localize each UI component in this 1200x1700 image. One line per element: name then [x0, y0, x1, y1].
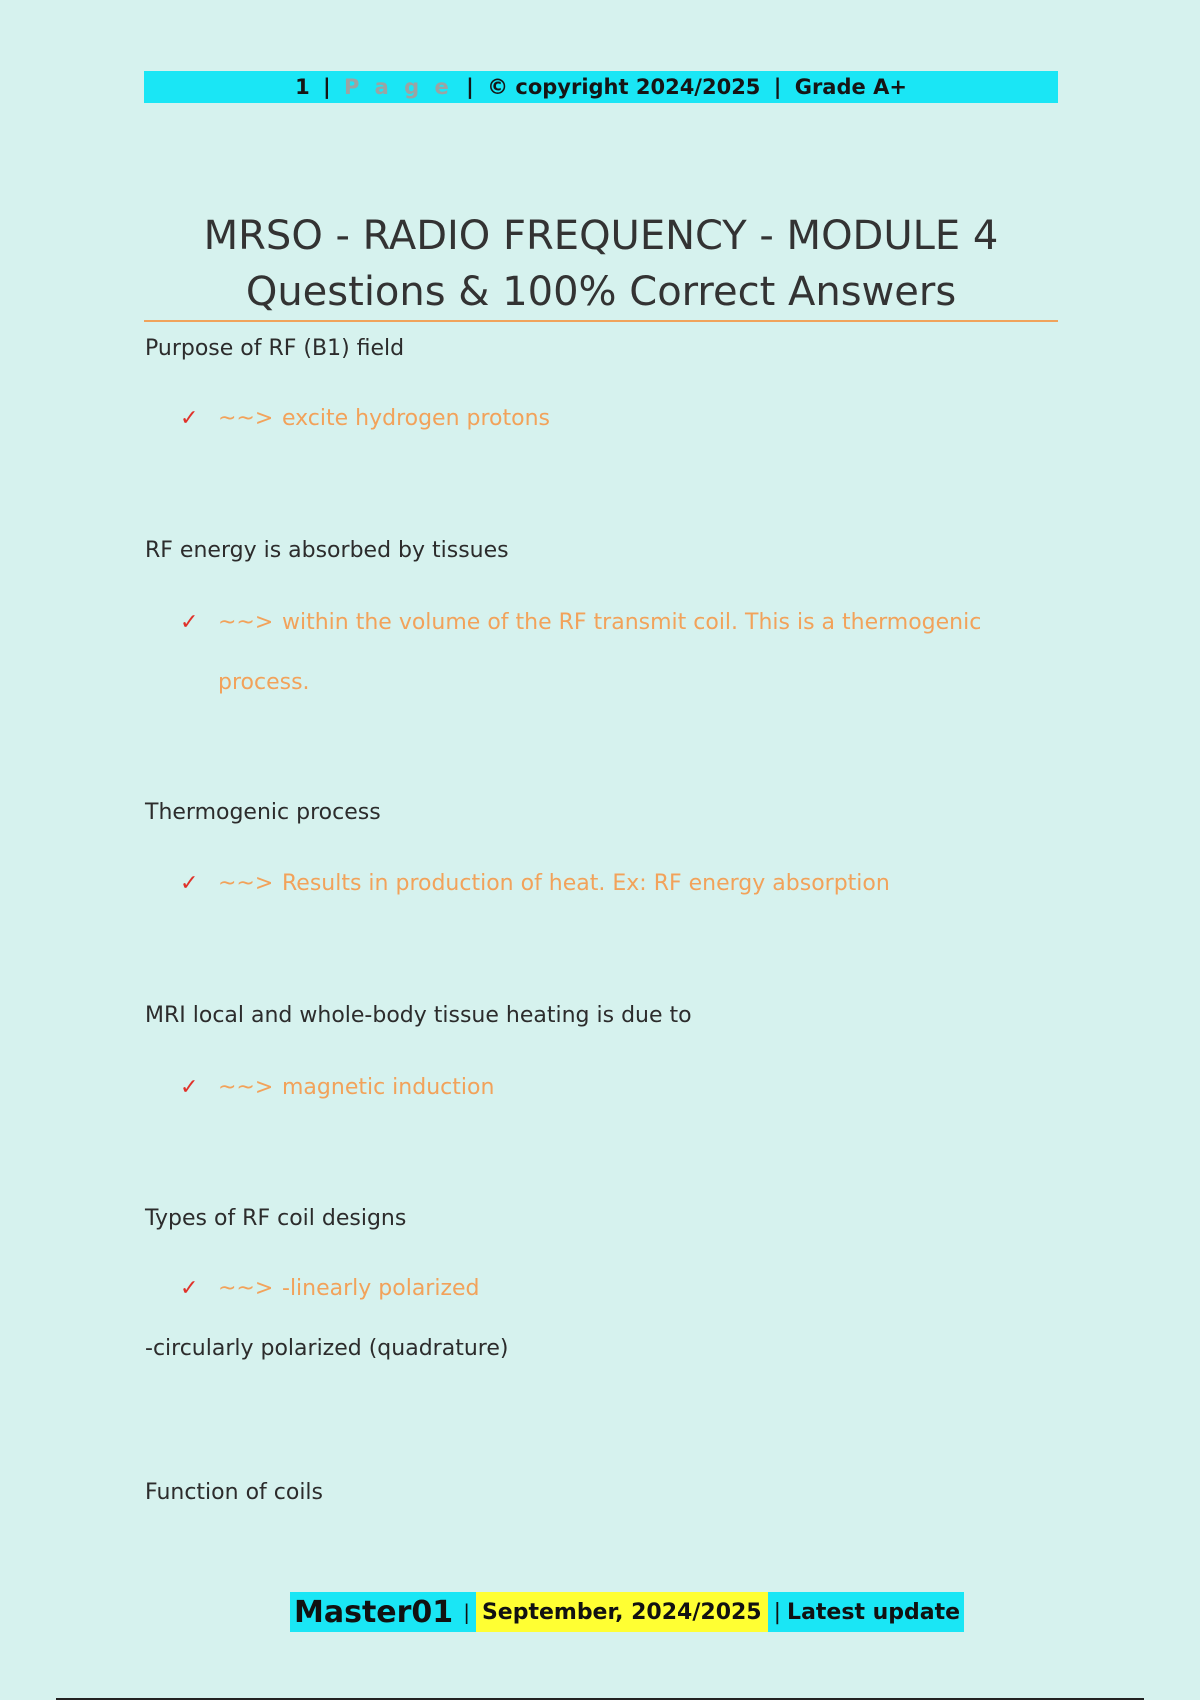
check-icon: ✓ [180, 1276, 199, 1301]
arrow-marker: ~~> [218, 871, 274, 896]
page-header-bar [144, 71, 1058, 103]
question-2: RF energy is absorbed by tissues [145, 538, 509, 563]
footer-brand: Master01 [290, 1592, 457, 1632]
question-3: Thermogenic process [145, 800, 381, 825]
answer-3 [180, 855, 890, 913]
answer-2-continuation: process. [218, 670, 310, 695]
footer-divider: | [768, 1592, 787, 1632]
page-number: 1 [295, 75, 310, 99]
check-icon: ✓ [180, 871, 199, 896]
footer-divider: | [457, 1592, 476, 1632]
question-5: Types of RF coil designs [145, 1206, 407, 1231]
title-underline [144, 320, 1058, 322]
header-divider: | [773, 75, 782, 99]
check-icon: ✓ [180, 1075, 199, 1100]
arrow-marker: ~~> [218, 1075, 274, 1100]
arrow-marker: ~~> [218, 1276, 274, 1301]
answer-text: -linearly polarized [282, 1276, 480, 1301]
answer-5 [180, 1260, 480, 1318]
answer-5-extra-line: -circularly polarized (quadrature) [145, 1336, 509, 1361]
answer-text: magnetic induction [282, 1075, 495, 1100]
answer-text: Results in production of heat. Ex: RF energy absorption [282, 871, 890, 896]
header-divider: | [466, 75, 474, 99]
copyright-text: © copyright 2024/2025 [487, 75, 761, 99]
answer-text: excite hydrogen protons [282, 406, 551, 431]
answer-4 [180, 1059, 494, 1117]
title-line-2: Questions & 100% Correct Answers [245, 269, 957, 315]
grade-text: Grade A+ [794, 75, 907, 99]
question-4: MRI local and whole-body tissue heating is due to [145, 1003, 692, 1028]
question-6: Function of coils [145, 1480, 324, 1505]
question-1: Purpose of RF (B1) field [145, 336, 405, 361]
answer-2 [180, 594, 981, 652]
header-divider: | [323, 75, 331, 99]
check-icon: ✓ [180, 610, 199, 635]
title-line-1: MRSO - RADIO FREQUENCY - MODULE 4 [203, 213, 999, 259]
footer-strip [290, 1592, 964, 1632]
page-word: P a g e [343, 75, 453, 99]
arrow-marker: ~~> [218, 406, 274, 431]
check-icon: ✓ [180, 406, 199, 431]
document-title [144, 208, 1058, 320]
arrow-marker: ~~> [218, 610, 274, 635]
answer-text: within the volume of the RF transmit coil. This is a thermogenic [282, 610, 982, 635]
footer-latest-update: Latest update [787, 1592, 964, 1632]
footer-date: September, 2024/2025 [476, 1592, 768, 1632]
answer-1 [180, 390, 550, 448]
